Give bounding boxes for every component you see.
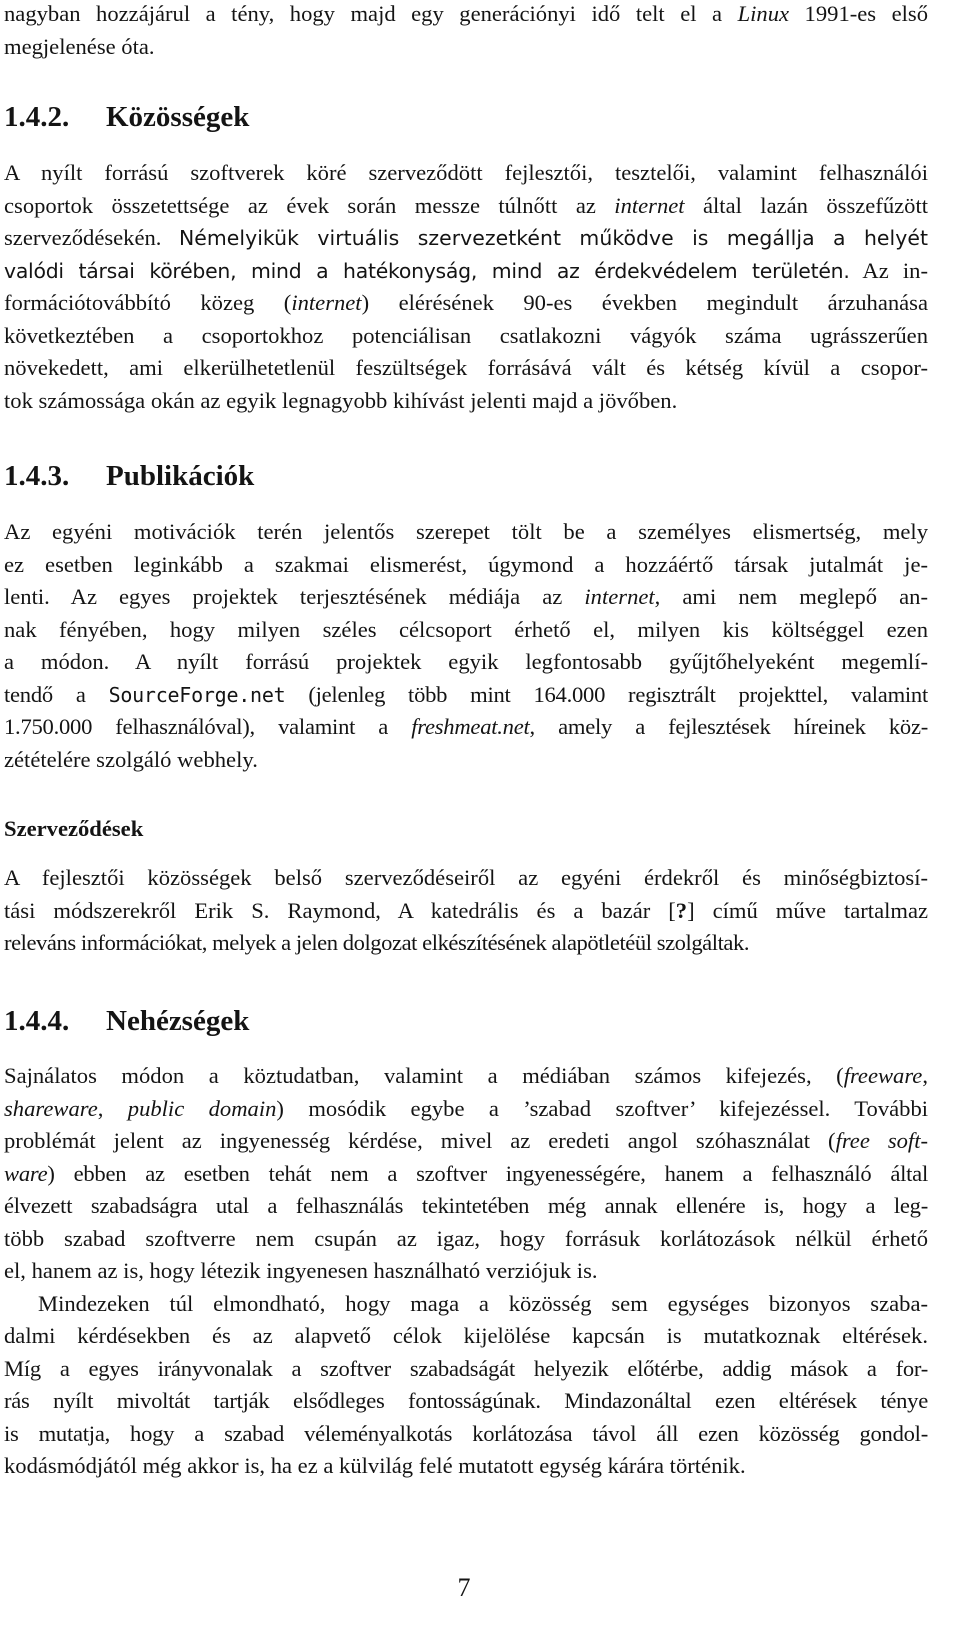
text-line: nak fényében, hogy milyen széles célcsoport érhető el, milyen kis költséggel ezen [4,616,928,642]
section-title: Közösségek [106,101,250,133]
text-line: A fejlesztői közösségek belső szerveződéseiről az egyéni érdekről és minőségbiztosí- [4,865,928,890]
text-run: (jelenleg több mint 164.000 regisztrált projekttel, valamint [285,681,928,707]
text-run-italic: public domain [127,1095,277,1121]
paragraph [4,1060,928,1483]
page-number: 7 [457,1573,471,1602]
text-line: rás nyílt mivoltát tartják elsődleges fontosságúnak. Mindazonáltal ezen eltérések ténye [4,1388,928,1413]
text-line: tok számossága okán az egyik legnagyobb kihívást jelenti majd a jövőben. [4,387,678,413]
text-run: , ami nem meglepő an- [654,584,928,609]
text-run: által lazán összefűzött [684,192,928,218]
text-line [4,1158,928,1191]
text-run: Az in- [849,257,928,283]
text-run: ) elérésének 90-es években megindult árzuhanása [361,290,928,315]
text-run: 1.750.000 felhasználóval), valamint a [4,714,412,739]
text-run: , amely a fejlesztések híreinek köz- [529,714,928,739]
text-line [4,679,928,712]
paragraph [4,157,928,417]
text-run-italic: internet [291,290,362,315]
text-line: releváns információkat, melyek a jelen dolgozat elkészítésének alapötletéül szolgáltak. [4,930,750,955]
text-run: 1991-es első [789,1,928,26]
text-run-italic: ware [4,1160,48,1186]
text-run: nagyban hozzájárul a tény, hogy majd egy generációnyi idő telt el a [4,1,738,26]
text-run-sans: valódi társai körében, mind a hatékonyság, mind az érdekvédelem területén. [4,258,850,283]
text-run: tási módszerekről Erik S. Raymond, A katedrális és a bazár [ [4,897,676,923]
text-line: ez esetben leginkább a szakmai elismerést, úgymond a hozzáértő társak jutalmát je- [4,551,928,577]
paragraph [4,516,928,776]
intro-paragraph [4,0,928,63]
text-run: Sajnálatos módon a köztudatban, valamint a médiában számos kifejezés, ( [4,1063,844,1088]
text-line [4,1125,928,1158]
text-run-italic: internet [614,192,685,218]
section-title: Publikációk [106,460,255,492]
text-run: tendő a [4,681,109,707]
text-line: Az egyéni motivációk terén jelentős szerepet tölt be a személyes elismertség, mely [4,519,928,544]
text-run: csoportok összetettsége az évek során messze túlnőtt az [4,192,615,218]
text-line [4,1060,928,1093]
text-line [4,190,928,223]
text-line: megjelenése óta. [4,33,155,59]
section-number: 1.4.2. [4,101,70,133]
text-line: is mutatja, hogy a szabad véleményalkotás korlátozása távol áll ezen közösség gondol- [4,1420,928,1446]
text-run: lenti. Az egyes projektek terjesztésének médiája az [4,584,585,609]
text-line: dalmi kérdésekben és az alapvető célok kijelölése kapcsán is mutatkoznak eltérések. [4,1323,928,1348]
citation-ref: ? [675,897,688,923]
text-run-mono: SourceForge.net [108,682,286,707]
text-line [4,1093,928,1126]
text-line: A nyílt forrású szoftverek köré szerveződött fejlesztői, tesztelői, valamint felhasználói [4,160,928,185]
text-run-italic: free soft- [835,1128,928,1153]
text-run-italic: freeware [843,1063,923,1088]
text-line [4,255,928,288]
paragraph [4,862,928,960]
section-title: Nehézségek [106,1005,250,1037]
text-run: ) ebben az esetben tehát nem a szoftver ingyenességére, hanem a felhasználó által [47,1160,928,1186]
text-line [4,895,928,928]
text-line: több szabad szoftverre nem csupán az igaz, hogy forrásuk korlátozások nélkül érhető [4,1225,928,1251]
text-line: élvezett szabadságra utal a felhasználás tekintetében még annak ellenére is, hogy a leg- [4,1193,928,1218]
text-line [4,222,928,255]
text-line: növekedett, ami elkerülhetetlenül feszültségek forrásává vált és kétség kívül a csopor- [4,355,928,380]
text-run: szerveződésekén. [4,225,179,250]
text-run-italic: Linux [737,1,790,26]
text-line [4,711,928,744]
text-run: ] című műve tartalmaz [687,897,928,923]
text-line [4,287,928,320]
text-line: el, hanem az is, hogy létezik ingyenesen használható verziójuk is. [4,1258,598,1283]
section-number: 1.4.3. [4,460,70,492]
text-run: , [922,1063,928,1088]
text-run: ) mosódik egybe a ’szabad szoftver’ kifejezéssel. További [276,1095,928,1121]
text-line: kodásmódjától még akkor is, ha ez a külvilág felé mutatott egység kárára történik. [4,1453,746,1478]
subsection-heading: Szerveződések [4,816,144,841]
text-run: problémát jelent az ingyenesség kérdése, mivel az eredeti angol szóhasználat ( [4,1128,836,1153]
section-heading [4,1003,249,1039]
section-heading [4,458,254,494]
text-line: Mindezeken túl elmondható, hogy maga a közösség sem egységes bizonyos szaba- [38,1290,928,1316]
text-run-sans: Némelyikük virtuális szervezetként működve is megállja a helyét [178,226,928,250]
text-run-italic: freshmeat.net [411,714,530,739]
text-line: következtében a csoportokhoz potenciálisan csatlakozni vágyók száma ugrásszerűen [4,322,928,348]
text-line [4,581,928,614]
section-heading [4,99,249,135]
text-run: , [97,1095,128,1121]
text-line: Míg a egyes irányvonalak a szoftver szabadságát helyezik előtérbe, addig mások a for- [4,1355,928,1381]
text-line: a módon. A nyílt forrású projektek egyik legfontosabb gyűjtőhelyeként megemlí- [4,649,928,674]
text-line [4,0,928,31]
text-run-italic: internet [584,584,655,609]
text-run-italic: shareware [4,1095,98,1121]
text-run: formációtovábbító közeg ( [4,290,292,315]
text-line: zétételére szolgáló webhely. [4,746,258,772]
section-number: 1.4.4. [4,1005,70,1037]
